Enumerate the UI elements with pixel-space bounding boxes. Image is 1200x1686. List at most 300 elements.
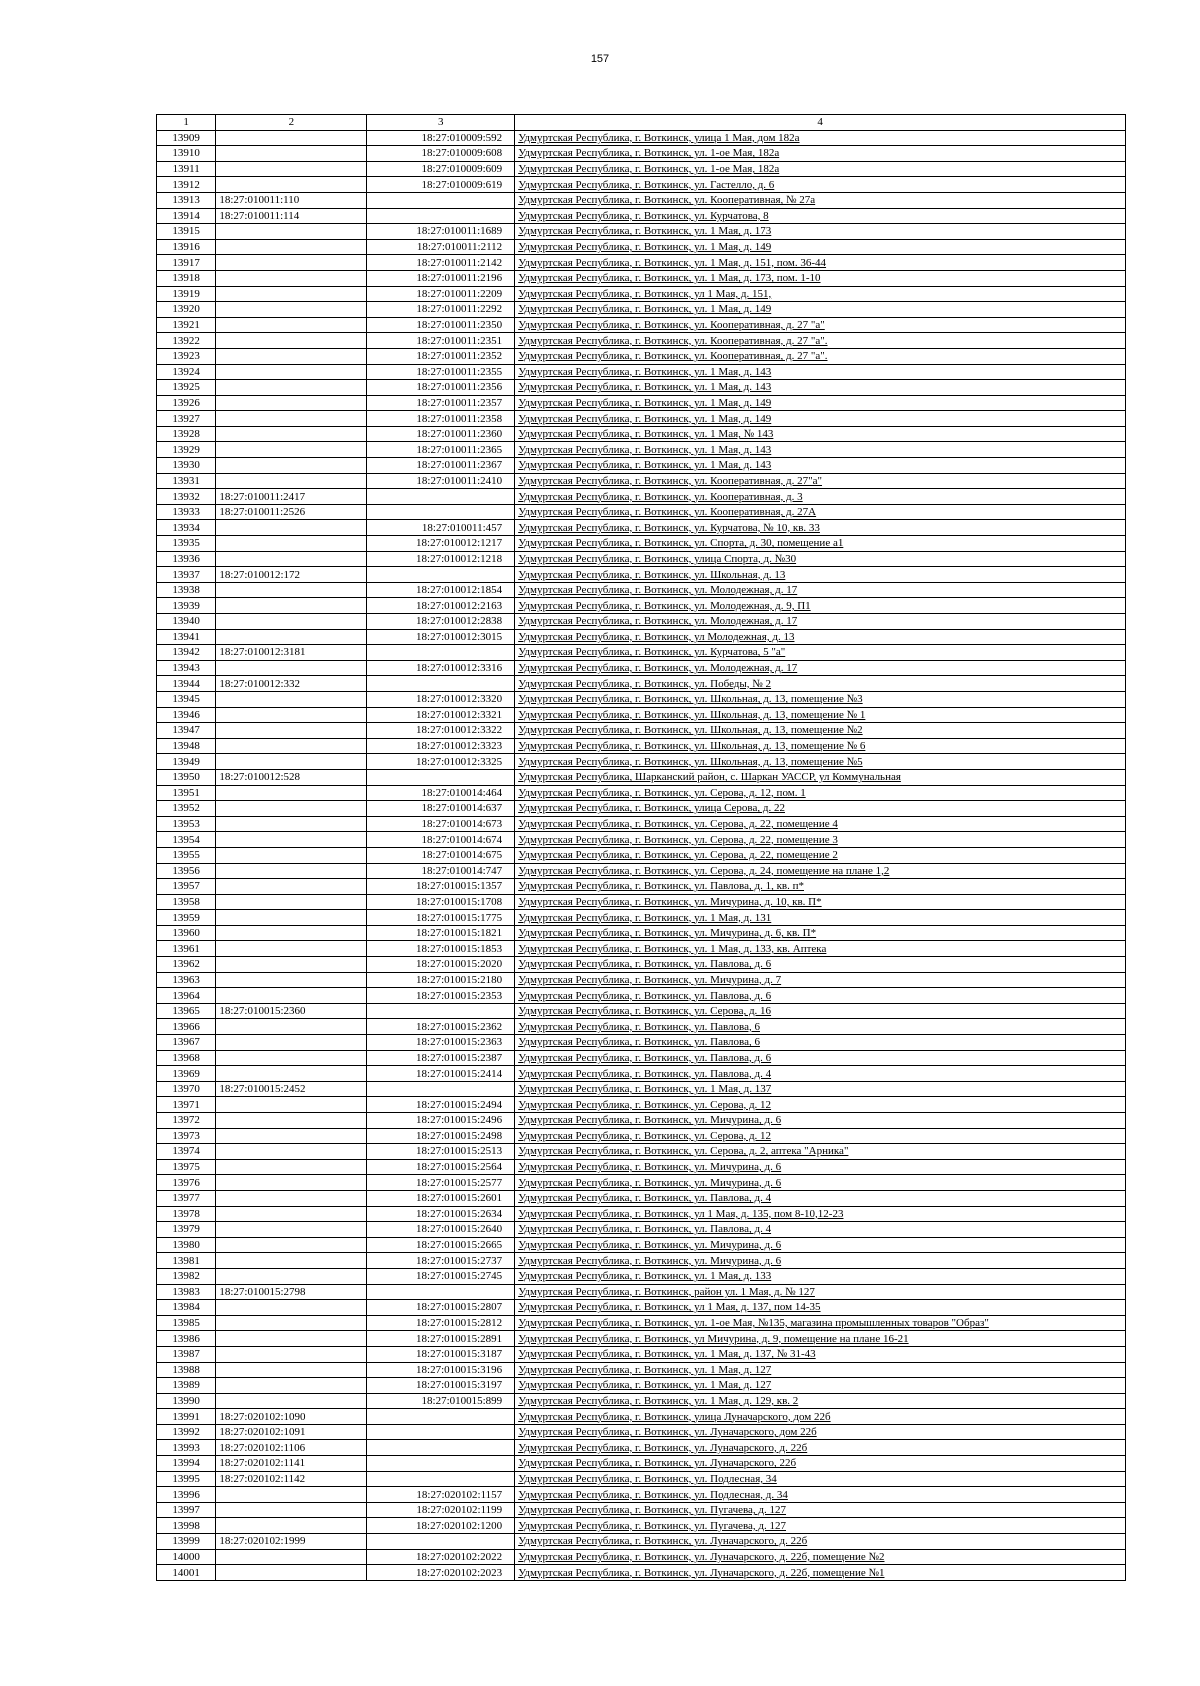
cadastral-number-alt-cell: 18:27:010011:2112 — [367, 239, 515, 255]
cadastral-number-cell — [216, 1128, 367, 1144]
cadastral-number-alt-cell: 18:27:020102:1157 — [367, 1487, 515, 1503]
row-number-cell: 13975 — [157, 1159, 216, 1175]
table-row — [157, 192, 1126, 208]
cadastral-number-cell — [216, 925, 367, 941]
row-number-cell: 13956 — [157, 863, 216, 879]
cadastral-number-cell — [216, 177, 367, 193]
row-number-cell: 13985 — [157, 1315, 216, 1331]
row-number-cell: 13998 — [157, 1518, 216, 1534]
cadastral-number-alt-cell — [367, 1424, 515, 1440]
table-row — [157, 723, 1126, 739]
cadastral-number-cell — [216, 879, 367, 895]
row-number-cell: 13937 — [157, 567, 216, 583]
address-cell: Удмуртская Республика, г. Воткинск, ул. Пугачева, д. 127 — [515, 1502, 1126, 1518]
table-row — [157, 1518, 1126, 1534]
cadastral-number-cell — [216, 536, 367, 552]
address-cell: Удмуртская Республика, г. Воткинск, ул. 1 Мая, д. 137 — [515, 1081, 1126, 1097]
cadastral-number-alt-cell: 18:27:010012:1217 — [367, 536, 515, 552]
cadastral-number-alt-cell: 18:27:010012:3321 — [367, 707, 515, 723]
cadastral-number-alt-cell: 18:27:010011:2196 — [367, 270, 515, 286]
cadastral-number-cell — [216, 1253, 367, 1269]
cadastral-number-alt-cell — [367, 567, 515, 583]
cadastral-number-cell — [216, 146, 367, 162]
table-row — [157, 1222, 1126, 1238]
row-number-cell: 13957 — [157, 879, 216, 895]
row-number-cell: 13988 — [157, 1362, 216, 1378]
table-row — [157, 1019, 1126, 1035]
table-row — [157, 1144, 1126, 1160]
cadastral-number-alt-cell: 18:27:010012:3015 — [367, 629, 515, 645]
address-cell: Удмуртская Республика, г. Воткинск, улица 1 Мая, дом 182а — [515, 130, 1126, 146]
cadastral-number-alt-cell: 18:27:010011:2292 — [367, 302, 515, 318]
table-row — [157, 286, 1126, 302]
address-cell: Удмуртская Республика, г. Воткинск, ул. 1 Мая, д. 143 — [515, 442, 1126, 458]
cadastral-number-cell — [216, 458, 367, 474]
cadastral-number-alt-cell — [367, 1456, 515, 1472]
row-number-cell: 13969 — [157, 1066, 216, 1082]
cadastral-number-cell — [216, 941, 367, 957]
cadastral-number-cell — [216, 582, 367, 598]
cadastral-number-cell — [216, 738, 367, 754]
row-number-cell: 13939 — [157, 598, 216, 614]
row-number-cell: 13941 — [157, 629, 216, 645]
address-cell: Удмуртская Республика, г. Воткинск, ул 1 Мая, д. 151, — [515, 286, 1126, 302]
address-cell: Удмуртская Республика, г. Воткинск, ул. 1-ое Мая, №135, магазина промышленных товаров "Образ" — [515, 1315, 1126, 1331]
row-number-cell: 13930 — [157, 458, 216, 474]
cadastral-number-alt-cell: 18:27:010015:2494 — [367, 1097, 515, 1113]
address-cell: Удмуртская Республика, г. Воткинск, ул. 1 Мая, д. 149 — [515, 302, 1126, 318]
address-cell: Удмуртская Республика, г. Воткинск, ул. Школьная, д. 13, помещение №2 — [515, 723, 1126, 739]
cadastral-number-cell: 18:27:010012:172 — [216, 567, 367, 583]
table-row — [157, 1128, 1126, 1144]
row-number-cell: 13963 — [157, 972, 216, 988]
address-cell: Удмуртская Республика, г. Воткинск, ул. 1 Мая, д. 143 — [515, 364, 1126, 380]
table-row — [157, 660, 1126, 676]
table-row — [157, 348, 1126, 364]
cadastral-number-cell — [216, 1362, 367, 1378]
cadastral-number-alt-cell: 18:27:010015:3187 — [367, 1346, 515, 1362]
row-number-cell: 13983 — [157, 1284, 216, 1300]
row-number-cell: 13974 — [157, 1144, 216, 1160]
cadastral-number-alt-cell: 18:27:010012:1854 — [367, 582, 515, 598]
row-number-cell: 13936 — [157, 551, 216, 567]
cadastral-number-alt-cell — [367, 192, 515, 208]
table-row — [157, 910, 1126, 926]
address-cell: Удмуртская Республика, г. Воткинск, ул. 1 Мая, д. 133, кв. Аптека — [515, 941, 1126, 957]
row-number-cell: 13990 — [157, 1393, 216, 1409]
cadastral-number-alt-cell: 18:27:010011:2350 — [367, 317, 515, 333]
cadastral-number-cell: 18:27:010011:110 — [216, 192, 367, 208]
table-row — [157, 972, 1126, 988]
table-row — [157, 1456, 1126, 1472]
table-row — [157, 754, 1126, 770]
cadastral-number-alt-cell: 18:27:010011:2410 — [367, 473, 515, 489]
cadastral-number-cell — [216, 1175, 367, 1191]
row-number-cell: 13920 — [157, 302, 216, 318]
row-number-cell: 14001 — [157, 1565, 216, 1581]
table-row — [157, 941, 1126, 957]
row-number-cell: 13918 — [157, 270, 216, 286]
cadastral-number-cell — [216, 551, 367, 567]
cadastral-number-alt-cell: 18:27:010011:2358 — [367, 411, 515, 427]
cadastral-number-cell — [216, 1144, 367, 1160]
cadastral-number-cell: 18:27:010012:3181 — [216, 645, 367, 661]
address-cell: Удмуртская Республика, г. Воткинск, ул. Павлова, д. 1, кв. п* — [515, 879, 1126, 895]
cadastral-number-alt-cell: 18:27:010015:1708 — [367, 894, 515, 910]
row-number-cell: 13966 — [157, 1019, 216, 1035]
table-row — [157, 1378, 1126, 1394]
cadastral-number-cell — [216, 754, 367, 770]
cadastral-number-alt-cell: 18:27:010014:747 — [367, 863, 515, 879]
row-number-cell: 13958 — [157, 894, 216, 910]
address-cell: Удмуртская Республика, г. Воткинск, ул. 1 Мая, д. 133 — [515, 1268, 1126, 1284]
address-cell: Удмуртская Республика, г. Воткинск, ул. Курчатова, 5 "а" — [515, 645, 1126, 661]
table-row — [157, 925, 1126, 941]
cadastral-number-alt-cell: 18:27:010011:2142 — [367, 255, 515, 271]
address-cell: Удмуртская Республика, г. Воткинск, ул. Школьная, д. 13, помещение № 1 — [515, 707, 1126, 723]
cadastral-number-alt-cell: 18:27:010011:2355 — [367, 364, 515, 380]
table-row — [157, 785, 1126, 801]
cadastral-number-cell: 18:27:020102:1091 — [216, 1424, 367, 1440]
cadastral-number-alt-cell: 18:27:010011:2365 — [367, 442, 515, 458]
cadastral-number-cell — [216, 957, 367, 973]
row-number-cell: 13931 — [157, 473, 216, 489]
cadastral-number-alt-cell: 18:27:010015:2891 — [367, 1331, 515, 1347]
address-cell: Удмуртская Республика, г. Воткинск, ул. Школьная, д. 13, помещение №3 — [515, 691, 1126, 707]
row-number-cell: 13921 — [157, 317, 216, 333]
row-number-cell: 13984 — [157, 1300, 216, 1316]
cadastral-number-alt-cell: 18:27:010012:1218 — [367, 551, 515, 567]
cadastral-number-alt-cell: 18:27:010014:637 — [367, 801, 515, 817]
row-number-cell: 13916 — [157, 239, 216, 255]
table-row — [157, 676, 1126, 692]
row-number-cell: 13986 — [157, 1331, 216, 1347]
row-number-cell: 13946 — [157, 707, 216, 723]
row-number-cell: 13993 — [157, 1440, 216, 1456]
cadastral-number-alt-cell — [367, 504, 515, 520]
row-number-cell: 13912 — [157, 177, 216, 193]
cadastral-number-alt-cell: 18:27:010015:2353 — [367, 988, 515, 1004]
cadastral-number-alt-cell: 18:27:010009:592 — [367, 130, 515, 146]
cadastral-number-cell — [216, 348, 367, 364]
cadastral-number-cell — [216, 1487, 367, 1503]
cadastral-number-cell — [216, 520, 367, 536]
cadastral-number-cell — [216, 130, 367, 146]
address-cell: Удмуртская Республика, г. Воткинск, ул. Павлова, 6 — [515, 1035, 1126, 1051]
table-row — [157, 1175, 1126, 1191]
table-row — [157, 1300, 1126, 1316]
address-cell: Удмуртская Республика, г. Воткинск, улица Луначарского, дом 22б — [515, 1409, 1126, 1425]
table-row — [157, 738, 1126, 754]
cadastral-number-cell — [216, 1518, 367, 1534]
table-row — [157, 224, 1126, 240]
cadastral-number-cell — [216, 1190, 367, 1206]
address-cell: Удмуртская Республика, г. Воткинск, ул. Пугачева, д. 127 — [515, 1518, 1126, 1534]
address-cell: Удмуртская Республика, г. Воткинск, ул. Школьная, д. 13, помещение № 6 — [515, 738, 1126, 754]
row-number-cell: 13924 — [157, 364, 216, 380]
address-cell: Удмуртская Республика, г. Воткинск, ул. 1 Мая, д. 173 — [515, 224, 1126, 240]
row-number-cell: 13938 — [157, 582, 216, 598]
cadastral-number-alt-cell: 18:27:010015:1357 — [367, 879, 515, 895]
row-number-cell: 13953 — [157, 816, 216, 832]
address-cell: Удмуртская Республика, г. Воткинск, ул. 1 Мая, д. 143 — [515, 380, 1126, 396]
address-cell: Удмуртская Республика, г. Воткинск, ул. Кооперативная, д. 3 — [515, 489, 1126, 505]
address-cell: Удмуртская Республика, г. Воткинск, ул 1 Мая, д. 135, пом 8-10,12-23 — [515, 1206, 1126, 1222]
address-cell: Удмуртская Республика, г. Воткинск, ул. Серова, д. 22, помещение 3 — [515, 832, 1126, 848]
cadastral-number-alt-cell: 18:27:010015:2577 — [367, 1175, 515, 1191]
cadastral-number-alt-cell: 18:27:010015:2363 — [367, 1035, 515, 1051]
cadastral-number-cell — [216, 660, 367, 676]
table-row — [157, 161, 1126, 177]
cadastral-number-cell — [216, 614, 367, 630]
table-row — [157, 458, 1126, 474]
address-cell: Удмуртская Республика, г. Воткинск, ул. Павлова, 6 — [515, 1019, 1126, 1035]
row-number-cell: 13951 — [157, 785, 216, 801]
row-number-cell: 13960 — [157, 925, 216, 941]
row-number-cell: 13981 — [157, 1253, 216, 1269]
row-number-cell: 13910 — [157, 146, 216, 162]
cadastral-number-cell: 18:27:020102:1090 — [216, 1409, 367, 1425]
address-cell: Удмуртская Республика, г. Воткинск, ул. Мичурина, д. 7 — [515, 972, 1126, 988]
cadastral-number-cell — [216, 629, 367, 645]
table-row — [157, 317, 1126, 333]
row-number-cell: 13980 — [157, 1237, 216, 1253]
cadastral-number-alt-cell: 18:27:010015:2020 — [367, 957, 515, 973]
cadastral-number-alt-cell: 18:27:010012:3322 — [367, 723, 515, 739]
address-cell: Удмуртская Республика, г. Воткинск, ул. 1 Мая, д. 127 — [515, 1378, 1126, 1394]
cadastral-number-cell — [216, 1378, 367, 1394]
address-cell: Удмуртская Республика, г. Воткинск, ул. Курчатова, № 10, кв. 33 — [515, 520, 1126, 536]
table-row — [157, 1113, 1126, 1129]
address-cell: Удмуртская Республика, г. Воткинск, ул. 1 Мая, д. 129, кв. 2 — [515, 1393, 1126, 1409]
cadastral-number-cell: 18:27:020102:1106 — [216, 1440, 367, 1456]
address-cell: Удмуртская Республика, г. Воткинск, ул. 1-ое Мая, 182а — [515, 161, 1126, 177]
table-row — [157, 426, 1126, 442]
address-cell: Удмуртская Республика, г. Воткинск, ул. Серова, д. 22, помещение 2 — [515, 847, 1126, 863]
address-cell: Удмуртская Республика, г. Воткинск, ул. Павлова, д. 4 — [515, 1222, 1126, 1238]
cadastral-number-cell — [216, 270, 367, 286]
cadastral-number-cell — [216, 1159, 367, 1175]
table-row — [157, 1471, 1126, 1487]
address-cell: Удмуртская Республика, г. Воткинск, ул. Серова, д. 12 — [515, 1128, 1126, 1144]
cadastral-number-cell — [216, 972, 367, 988]
registry-table — [156, 114, 1126, 1581]
cadastral-number-alt-cell: 18:27:010015:2498 — [367, 1128, 515, 1144]
cadastral-number-alt-cell: 18:27:010015:2362 — [367, 1019, 515, 1035]
address-cell: Удмуртская Республика, г. Воткинск, ул. Кооперативная, д. 27"а" — [515, 473, 1126, 489]
cadastral-number-alt-cell: 18:27:010015:2387 — [367, 1050, 515, 1066]
cadastral-number-alt-cell: 18:27:010015:2496 — [367, 1113, 515, 1129]
address-cell: Удмуртская Республика, г. Воткинск, ул. Павлова, д. 6 — [515, 957, 1126, 973]
header-col-1: 1 — [157, 115, 216, 131]
table-row — [157, 645, 1126, 661]
header-col-3: 3 — [367, 115, 515, 131]
table-row — [157, 395, 1126, 411]
address-cell: Удмуртская Республика, Шарканский район, с. Шаркан УАССР, ул Коммунальная — [515, 769, 1126, 785]
table-row — [157, 707, 1126, 723]
row-number-cell: 13977 — [157, 1190, 216, 1206]
table-row — [157, 816, 1126, 832]
table-header-row — [157, 115, 1126, 131]
row-number-cell: 13940 — [157, 614, 216, 630]
row-number-cell: 13971 — [157, 1097, 216, 1113]
table-row — [157, 879, 1126, 895]
cadastral-number-alt-cell: 18:27:010015:2665 — [367, 1237, 515, 1253]
cadastral-number-cell — [216, 161, 367, 177]
cadastral-number-cell: 18:27:010012:332 — [216, 676, 367, 692]
cadastral-number-cell — [216, 1300, 367, 1316]
cadastral-number-alt-cell: 18:27:010011:1689 — [367, 224, 515, 240]
cadastral-number-alt-cell: 18:27:010009:619 — [367, 177, 515, 193]
row-number-cell: 13996 — [157, 1487, 216, 1503]
row-number-cell: 13915 — [157, 224, 216, 240]
table-row — [157, 832, 1126, 848]
cadastral-number-cell — [216, 1035, 367, 1051]
address-cell: Удмуртская Республика, г. Воткинск, ул. Луначарского, д. 22б — [515, 1440, 1126, 1456]
address-cell: Удмуртская Республика, г. Воткинск, ул. Спорта, д. 30, помещение а1 — [515, 536, 1126, 552]
table-row — [157, 239, 1126, 255]
cadastral-number-alt-cell: 18:27:010011:2357 — [367, 395, 515, 411]
cadastral-number-cell — [216, 707, 367, 723]
cadastral-number-alt-cell: 18:27:010011:2351 — [367, 333, 515, 349]
cadastral-number-cell — [216, 1565, 367, 1581]
row-number-cell: 13976 — [157, 1175, 216, 1191]
row-number-cell: 13994 — [157, 1456, 216, 1472]
table-row — [157, 769, 1126, 785]
cadastral-number-alt-cell — [367, 1081, 515, 1097]
address-cell: Удмуртская Республика, г. Воткинск, улица Спорта, д. №30 — [515, 551, 1126, 567]
address-cell: Удмуртская Республика, г. Воткинск, ул. Кооперативная, д. 27 "а". — [515, 333, 1126, 349]
cadastral-number-cell — [216, 1502, 367, 1518]
address-cell: Удмуртская Республика, г. Воткинск, ул. Серова, д. 24, помещение на плане 1,2 — [515, 863, 1126, 879]
table-row — [157, 411, 1126, 427]
cadastral-number-alt-cell: 18:27:010015:2745 — [367, 1268, 515, 1284]
address-cell: Удмуртская Республика, г. Воткинск, ул. Кооперативная, № 27а — [515, 192, 1126, 208]
cadastral-number-cell — [216, 847, 367, 863]
registry-table-body — [157, 115, 1126, 1581]
address-cell: Удмуртская Республика, г. Воткинск, ул. Мичурина, д. 6 — [515, 1113, 1126, 1129]
address-cell: Удмуртская Республика, г. Воткинск, ул. Серова, д. 12 — [515, 1097, 1126, 1113]
address-cell: Удмуртская Республика, г. Воткинск, ул. 1 Мая, д. 151, пом. 36-44 — [515, 255, 1126, 271]
cadastral-number-alt-cell — [367, 1284, 515, 1300]
row-number-cell: 13995 — [157, 1471, 216, 1487]
address-cell: Удмуртская Республика, г. Воткинск, ул. Молодежная, д. 9, П1 — [515, 598, 1126, 614]
row-number-cell: 13926 — [157, 395, 216, 411]
cadastral-number-cell — [216, 442, 367, 458]
address-cell: Удмуртская Республика, г. Воткинск, ул. Кооперативная, д. 27 "а" — [515, 317, 1126, 333]
table-row — [157, 629, 1126, 645]
row-number-cell: 13999 — [157, 1534, 216, 1550]
address-cell: Удмуртская Республика, г. Воткинск, ул. Подлесная, 34 — [515, 1471, 1126, 1487]
cadastral-number-cell — [216, 1222, 367, 1238]
row-number-cell: 13917 — [157, 255, 216, 271]
row-number-cell: 13973 — [157, 1128, 216, 1144]
cadastral-number-alt-cell: 18:27:010015:2414 — [367, 1066, 515, 1082]
address-cell: Удмуртская Республика, г. Воткинск, ул. Павлова, д. 6 — [515, 1050, 1126, 1066]
table-row — [157, 1362, 1126, 1378]
row-number-cell: 13934 — [157, 520, 216, 536]
cadastral-number-cell — [216, 333, 367, 349]
table-row — [157, 1003, 1126, 1019]
cadastral-number-alt-cell: 18:27:010015:3197 — [367, 1378, 515, 1394]
cadastral-number-alt-cell: 18:27:010012:2838 — [367, 614, 515, 630]
cadastral-number-cell: 18:27:010015:2360 — [216, 1003, 367, 1019]
cadastral-number-alt-cell: 18:27:010015:1853 — [367, 941, 515, 957]
cadastral-number-alt-cell: 18:27:010012:3325 — [367, 754, 515, 770]
cadastral-number-alt-cell: 18:27:010014:673 — [367, 816, 515, 832]
address-cell: Удмуртская Республика, г. Воткинск, ул. Серова, д. 22, помещение 4 — [515, 816, 1126, 832]
table-row — [157, 1487, 1126, 1503]
row-number-cell: 13970 — [157, 1081, 216, 1097]
row-number-cell: 13954 — [157, 832, 216, 848]
table-row — [157, 614, 1126, 630]
address-cell: Удмуртская Республика, г. Воткинск, ул. Луначарского, д. 22б, помещение №2 — [515, 1549, 1126, 1565]
row-number-cell: 13962 — [157, 957, 216, 973]
row-number-cell: 13928 — [157, 426, 216, 442]
cadastral-number-cell — [216, 411, 367, 427]
table-row — [157, 1190, 1126, 1206]
address-cell: Удмуртская Республика, г. Воткинск, ул. Школьная, д. 13, помещение №5 — [515, 754, 1126, 770]
cadastral-number-cell — [216, 1050, 367, 1066]
cadastral-number-cell — [216, 239, 367, 255]
address-cell: Удмуртская Республика, г. Воткинск, ул. 1-ое Мая, 182а — [515, 146, 1126, 162]
row-number-cell: 13925 — [157, 380, 216, 396]
cadastral-number-cell: 18:27:010015:2452 — [216, 1081, 367, 1097]
row-number-cell: 13929 — [157, 442, 216, 458]
address-cell: Удмуртская Республика, г. Воткинск, ул. Мичурина, д. 6 — [515, 1237, 1126, 1253]
table-row — [157, 863, 1126, 879]
address-cell: Удмуртская Республика, г. Воткинск, ул. Курчатова, 8 — [515, 208, 1126, 224]
row-number-cell: 13961 — [157, 941, 216, 957]
address-cell: Удмуртская Республика, г. Воткинск, ул. 1 Мая, д. 173, пом. 1-10 — [515, 270, 1126, 286]
row-number-cell: 13959 — [157, 910, 216, 926]
cadastral-number-alt-cell — [367, 1409, 515, 1425]
header-col-2: 2 — [216, 115, 367, 131]
address-cell: Удмуртская Республика, г. Воткинск, ул. Серова, д. 16 — [515, 1003, 1126, 1019]
cadastral-number-alt-cell: 18:27:010015:2180 — [367, 972, 515, 988]
cadastral-number-cell: 18:27:010015:2798 — [216, 1284, 367, 1300]
cadastral-number-alt-cell: 18:27:010015:2812 — [367, 1315, 515, 1331]
cadastral-number-alt-cell — [367, 676, 515, 692]
cadastral-number-alt-cell: 18:27:010009:609 — [367, 161, 515, 177]
address-cell: Удмуртская Республика, г. Воткинск, ул. Подлесная, д. 34 — [515, 1487, 1126, 1503]
address-cell: Удмуртская Республика, г. Воткинск, ул. Луначарского, д. 22б — [515, 1534, 1126, 1550]
table-row — [157, 1315, 1126, 1331]
address-cell: Удмуртская Республика, г. Воткинск, ул 1 Мая, д. 137, пом 14-35 — [515, 1300, 1126, 1316]
address-cell: Удмуртская Республика, г. Воткинск, ул. Молодежная, д. 17 — [515, 582, 1126, 598]
cadastral-number-cell: 18:27:010012:528 — [216, 769, 367, 785]
address-cell: Удмуртская Республика, г. Воткинск, ул. Серова, д. 2, аптека "Арника" — [515, 1144, 1126, 1160]
row-number-cell: 13943 — [157, 660, 216, 676]
row-number-cell: 13982 — [157, 1268, 216, 1284]
row-number-cell: 13997 — [157, 1502, 216, 1518]
cadastral-number-cell — [216, 723, 367, 739]
table-row — [157, 1284, 1126, 1300]
row-number-cell: 13914 — [157, 208, 216, 224]
table-row — [157, 208, 1126, 224]
address-cell: Удмуртская Республика, г. Воткинск, ул Молодежная, д. 13 — [515, 629, 1126, 645]
table-row — [157, 1565, 1126, 1581]
row-number-cell: 13933 — [157, 504, 216, 520]
table-row — [157, 520, 1126, 536]
cadastral-number-alt-cell — [367, 1003, 515, 1019]
row-number-cell: 13932 — [157, 489, 216, 505]
table-row — [157, 1050, 1126, 1066]
cadastral-number-cell: 18:27:020102:1141 — [216, 1456, 367, 1472]
cadastral-number-cell — [216, 1097, 367, 1113]
address-cell: Удмуртская Республика, г. Воткинск, ул. Мичурина, д. 6 — [515, 1175, 1126, 1191]
cadastral-number-cell — [216, 364, 367, 380]
